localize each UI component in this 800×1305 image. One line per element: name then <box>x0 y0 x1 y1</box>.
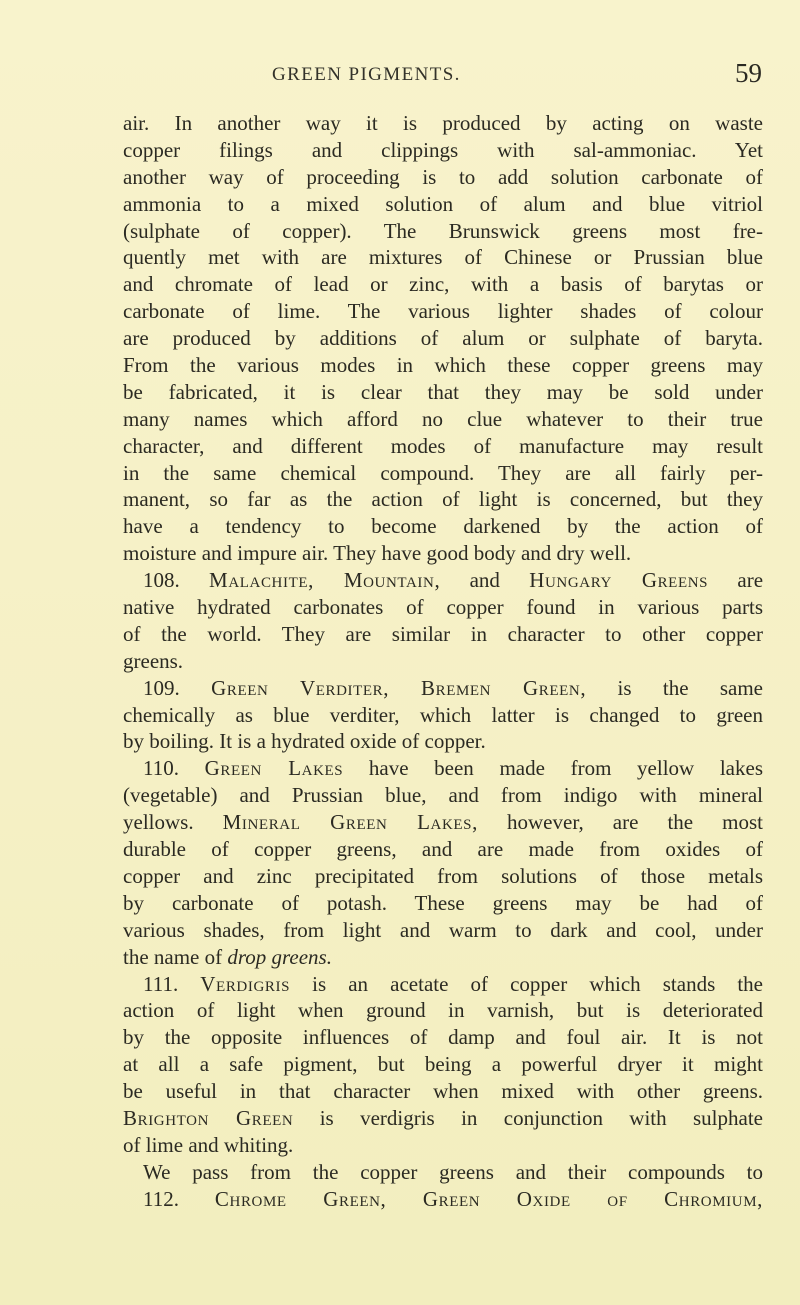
text-line: by the opposite influences of damp and foul air. It is not <box>123 1025 763 1050</box>
pigment-heading: Hungary Greens <box>529 568 709 593</box>
italic-term: drop greens. <box>227 944 332 969</box>
text-line: of lime and whiting. <box>123 1132 294 1157</box>
text-line: durable of copper greens, and are made from oxides of <box>123 837 763 862</box>
running-title: GREEN PIGMENTS. <box>272 64 461 85</box>
paragraph-number: 111. <box>143 971 179 996</box>
pigment-heading: Mineral Green Lakes, <box>222 810 478 835</box>
paragraph-number: 112. <box>143 1186 179 1211</box>
text-line: manent, so far as the action of light is concerned, but they <box>123 487 763 512</box>
text-line: ammonia to a mixed solution of alum and blue vitriol <box>123 191 763 216</box>
body-text <box>123 110 763 1213</box>
text-line: Brighton Green is verdigris in conjunction with sulphate <box>123 1105 763 1130</box>
text-line: quently met with are mixtures of Chinese or Prussian blue <box>123 245 763 270</box>
text-line: of the world. They are similar in character to other copper <box>123 621 763 646</box>
running-head <box>122 58 762 94</box>
paragraph-number: 108. <box>143 568 180 593</box>
text-line: From the various modes in which these copper greens may <box>123 353 763 378</box>
text-line: another way of proceeding is to add solution carbonate of <box>123 164 763 189</box>
text-line: moisture and impure air. They have good body and dry well. <box>123 541 632 566</box>
text-line: be useful in that character when mixed with other greens. <box>123 1079 763 1104</box>
text-line: action of light when ground in varnish, but is deteriorated <box>123 998 763 1023</box>
text-line: in the same chemical compound. They are all fairly per- <box>123 460 763 485</box>
paragraph-112-line <box>123 1186 763 1213</box>
text-line: air. In another way it is produced by acting on waste <box>123 111 763 135</box>
text-line: the name of drop greens. <box>123 944 332 969</box>
pigment-heading: Brighton Green <box>123 1105 294 1130</box>
text-line: various shades, from light and warm to dark and cool, under <box>123 917 763 942</box>
pigment-heading: Green Verditer, Bremen Green, <box>211 675 587 700</box>
text-line: carbonate of lime. The various lighter shades of colour <box>123 299 763 324</box>
text-line: (vegetable) and Prussian blue, and from indigo with mineral <box>123 783 763 808</box>
text-line: and chromate of lead or zinc, with a basis of barytas or <box>123 272 763 297</box>
paragraph-110-line: 110. Green Lakes have been made from yellow lakes <box>143 756 764 781</box>
text-line: We pass from the copper greens and their compounds to <box>143 1159 763 1184</box>
paragraph-111-line: 111. Verdigris is an acetate of copper which stands the <box>143 971 763 996</box>
pigment-heading: Chrome Green, Green Oxide of Chromium, <box>214 1186 763 1211</box>
paragraph-number: 109. <box>143 675 180 700</box>
paragraph-109-line: 109. Green Verditer, Bremen Green, is the same <box>143 675 764 700</box>
text-line: copper filings and clippings with sal-ammoniac. Yet <box>123 137 763 162</box>
text-line: greens. <box>123 648 184 673</box>
text-line: have a tendency to become darkened by the action of <box>123 514 763 539</box>
text-line: (sulphate of copper). The Brunswick greens most fre- <box>123 218 763 243</box>
text-line: many names which afford no clue whatever to their true <box>123 406 763 431</box>
pigment-heading: Verdigris <box>200 971 291 996</box>
text-line: chemically as blue verditer, which latter is changed to green <box>123 702 763 727</box>
text-line: copper and zinc precipitated from solutions of those metals <box>123 863 763 888</box>
paragraph-number: 110. <box>143 756 179 781</box>
page-number: 59 <box>735 58 762 88</box>
text-line: by carbonate of potash. These greens may be had of <box>123 890 763 915</box>
paragraph-108-line: 108. Malachite, Mountain, and Hungary Greens are <box>143 568 764 593</box>
text-line: native hydrated carbonates of copper found in various parts <box>123 595 763 620</box>
text-line: character, and different modes of manufacture may result <box>123 433 763 458</box>
text-line: by boiling. It is a hydrated oxide of copper. <box>123 729 486 754</box>
text-line: yellows. Mineral Green Lakes, however, are the most <box>123 810 763 835</box>
pigment-heading: Malachite, Mountain, <box>209 568 441 593</box>
text-line: at all a safe pigment, but being a powerful dryer it might <box>123 1052 763 1077</box>
text-line: be fabricated, it is clear that they may be sold under <box>123 379 763 404</box>
pigment-heading: Green Lakes <box>204 756 344 781</box>
text-line: are produced by additions of alum or sulphate of baryta. <box>123 326 763 351</box>
